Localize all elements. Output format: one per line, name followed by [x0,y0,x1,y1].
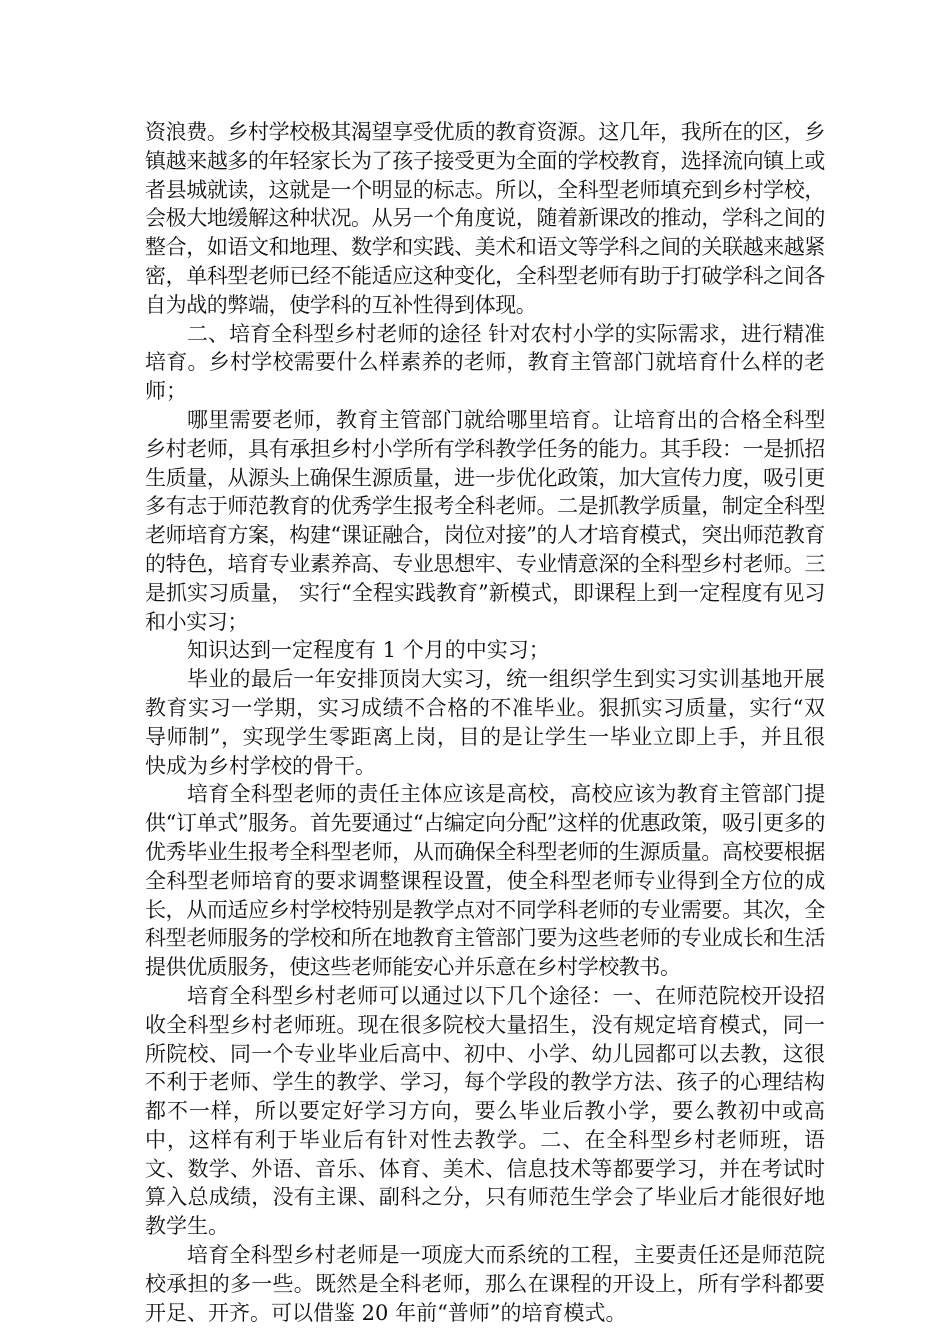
document-body [145,118,825,1327]
paragraph-6: 培育全科型老师的责任主体应该是高校，高校应该为教育主管部门提供“订单式”服务。首先要通过“占编定向分配”这样的优惠政策，吸引更多的优秀毕业生报考全科型老师，从而确保全科型老师的生源质量。高校要根据全科型老师培育的要求调整课程设置，使全科型老师专业得到全方位的成长，从而适应乡村学校特别是教学点对不同学科老师的专业需要。其次，全科型老师服务的学校和所在地教育主管部门要为这些老师的专业成长和生活提供优质服务，使这些老师能安心并乐意在乡村学校教书。 [145,782,825,980]
paragraph-8: 培育全科型乡村老师是一项庞大而系统的工程，主要责任还是师范院校承担的多一些。既然是全科老师，那么在课程的开设上，所有学科都要开足、开齐。可以借鉴 20 年前“普师”的培育模式。 [145,1243,825,1325]
paragraph-3: 哪里需要老师，教育主管部门就给哪里培育。让培育出的合格全科型乡村老师，具有承担乡村小学所有学科教学任务的能力。其手段：一是抓招生质量，从源头上确保生源质量，进一步优化政策，加大宣传力度，吸引更多有志于师范教育的优秀学生报考全科老师。二是抓教学质量，制定全科型老师培育方案，构建“课证融合，岗位对接”的人才培育模式，突出师范教育的特色，培育专业素养高、专业思想牢、专业情意深的全科型乡村老师。三是抓实习质量， 实行“全程实践教育”新模式，即课程上到一定程度有见习和小实习； [145,407,825,634]
paragraph-1: 资浪费。乡村学校极其渴望享受优质的教育资源。这几年，我所在的区，乡镇越来越多的年轻家长为了孩子接受更为全面的学校教育，选择流向镇上或者县城就读，这就是一个明显的标志。所以，全科型老师填充到乡村学校，会极大地缓解这种状况。从另一个角度说，随着新课改的推动，学科之间的整合，如语文和地理、数学和实践、美术和语文等学科之间的关联越来越紧密，单科型老师已经不能适应这种变化，全科型老师有助于打破学科之间各自为战的弊端，使学科的互补性得到体现。 [145,120,825,317]
paragraph-2: 二、培育全科型乡村老师的途径 针对农村小学的实际需求，进行精准培育。乡村学校需要什么样素养的老师，教育主管部门就培育什么样的老师； [145,321,825,404]
paragraph-4: 知识达到一定程度有 1 个月的中实习； [187,638,550,663]
paragraph-5: 毕业的最后一年安排顶岗大实习，统一组织学生到实习实训基地开展教育实习一学期，实习成绩不合格的不准毕业。狠抓实习质量，实行“双导师制”，实现学生零距离上岗，目的是让学生一毕业立即上手，并且很快成为乡村学校的骨干。 [145,667,825,778]
paragraph-7: 培育全科型乡村老师可以通过以下几个途径：一、在师范院校开设招收全科型乡村老师班。现在很多院校大量招生，没有规定培育模式，同一所院校、同一个专业毕业后高中、初中、小学、幼儿园都可以去教，这很不利于老师、学生的教学、学习，每个学段的教学方法、孩子的心理结构都不一样，所以要定好学习方向，要么毕业后教小学，要么教初中或高中，这样有利于毕业后有针对性去教学。二、在全科型乡村老师班，语文、数学、外语、音乐、体育、美术、信息技术等都要学习，并在考试时算入总成绩，没有主课、副科之分，只有师范生学会了毕业后才能很好地教学生。 [145,983,825,1239]
